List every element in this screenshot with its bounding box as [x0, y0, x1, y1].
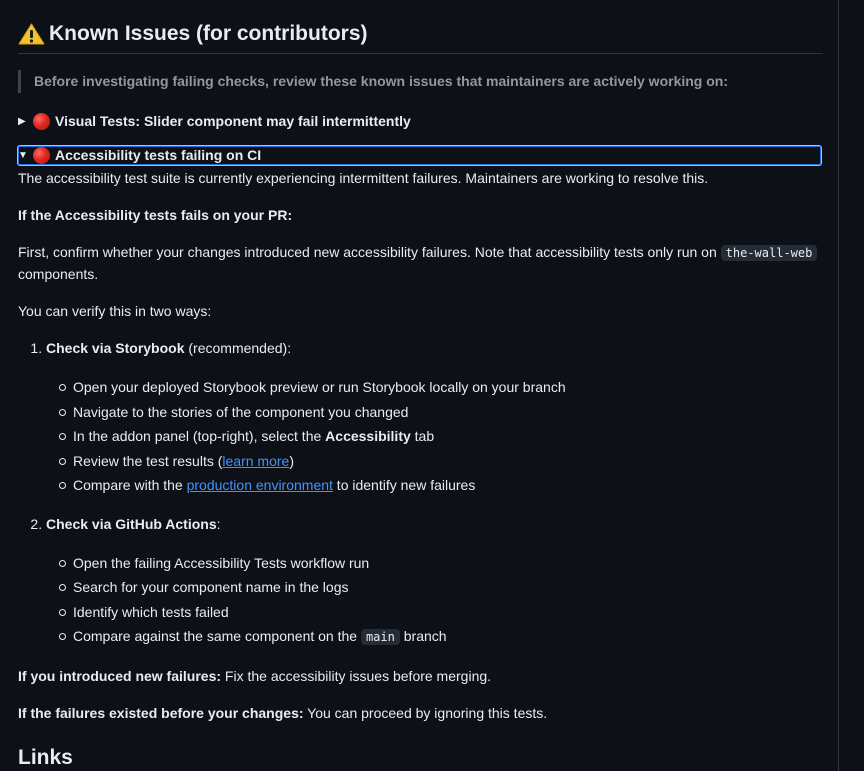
- details-visual-tests[interactable]: [18, 111, 823, 131]
- item-text: ): [289, 452, 294, 469]
- section-title-links: Links: [18, 745, 73, 769]
- confirm-paragraph: [18, 242, 823, 285]
- item-bold: Accessibility: [325, 428, 411, 445]
- red-circle-icon: [33, 113, 50, 130]
- list-item: Open your deployed Storybook preview or run Storybook locally on your branch: [73, 375, 823, 400]
- code-main: main: [361, 629, 400, 645]
- new-failures-text: Fix the accessibility issues before merging.: [221, 667, 492, 684]
- step-title: Check via Storybook: [46, 340, 185, 357]
- section-title-text: Known Issues (for contributors): [49, 22, 368, 45]
- warning-icon: [18, 23, 45, 45]
- list-item: [73, 473, 823, 498]
- new-failures-bold: If you introduced new failures:: [18, 667, 222, 684]
- details-summary-label: Visual Tests: Slider component may fail intermittently: [55, 112, 411, 129]
- item-text: tab: [410, 428, 435, 445]
- new-failures-paragraph: [18, 666, 823, 687]
- confirm-text-end: components.: [18, 266, 99, 283]
- info-blockquote: [18, 70, 823, 93]
- panel-right-border: [838, 0, 839, 771]
- item-text: Compare with the: [73, 477, 187, 494]
- item-text: branch: [399, 628, 447, 645]
- list-item: Identify which tests failed: [73, 600, 823, 625]
- confirm-text: First, confirm whether your changes introduced new accessibility failures. Note that accessibility tests only run on: [18, 244, 721, 261]
- blockquote-text: Before investigating failing checks, review these known issues that maintainers are actively working on:: [34, 73, 728, 90]
- existed-bold: If the failures existed before your changes:: [18, 704, 304, 721]
- step-title: Check via GitHub Actions: [46, 515, 217, 532]
- details-accessibility-tests[interactable]: [17, 145, 822, 166]
- github-actions-sublist: [46, 551, 823, 650]
- item-text: In the addon panel (top-right), select the: [73, 428, 326, 445]
- verify-paragraph: You can verify this in two ways:: [18, 303, 212, 320]
- triangle-down-icon: ▼: [18, 150, 28, 162]
- red-circle-icon: [33, 147, 50, 164]
- list-item: [73, 424, 823, 449]
- code-the-wall-web: the-wall-web: [721, 245, 818, 261]
- list-item: Search for your component name in the logs: [73, 575, 823, 600]
- step-rest: :: [216, 515, 221, 532]
- list-item: [73, 624, 823, 650]
- step-storybook: [46, 338, 823, 498]
- markdown-body: [18, 0, 823, 771]
- step-github-actions: [46, 514, 823, 650]
- triangle-right-icon: ▶: [18, 115, 26, 127]
- item-text: Review the test results (: [73, 452, 223, 469]
- existed-paragraph: [18, 703, 823, 724]
- list-item: Navigate to the stories of the component you changed: [73, 400, 823, 425]
- storybook-sublist: [46, 375, 823, 498]
- details-summary-label: Accessibility tests failing on CI: [55, 147, 262, 164]
- list-item: Open the failing Accessibility Tests workflow run: [73, 551, 823, 576]
- intro-paragraph: The accessibility test suite is currently experiencing intermittent failures. Maintainers are working to resolve this.: [18, 170, 709, 187]
- item-text: to identify new failures: [332, 477, 476, 494]
- section-title-known-issues: [18, 0, 823, 54]
- list-item: [73, 449, 823, 474]
- item-text: Compare against the same component on the: [73, 628, 361, 645]
- learn-more-link[interactable]: learn more: [222, 452, 290, 469]
- if-fails-heading: If the Accessibility tests fails on your PR:: [18, 207, 293, 224]
- steps-list: [18, 338, 823, 650]
- existed-text: You can proceed by ignoring this tests.: [303, 704, 548, 721]
- step-rest: (recommended):: [184, 340, 292, 357]
- production-environment-link[interactable]: production environment: [186, 477, 333, 494]
